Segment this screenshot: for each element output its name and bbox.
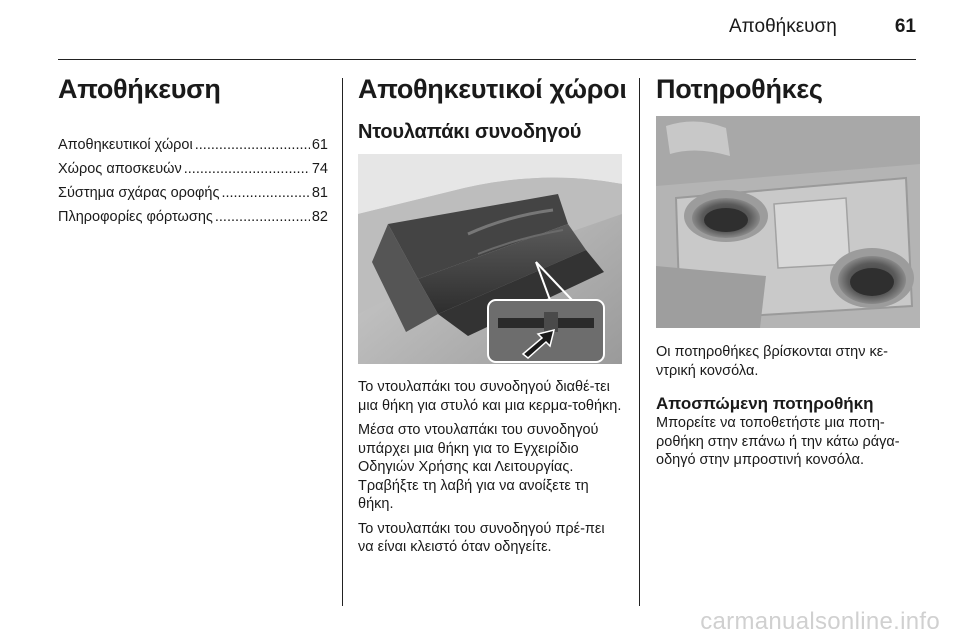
subsection-heading: Ντουλαπάκι συνοδηγού [358, 121, 582, 143]
toc-entry-page: 61 [311, 137, 328, 153]
toc-leader-dots [195, 133, 310, 157]
toc-entry-label: Πληροφορίες φόρτωσης [58, 209, 213, 225]
toc-leader-dots [184, 157, 310, 181]
section-heading: Ποτηροθήκες [656, 74, 823, 104]
toc-entry[interactable] [58, 133, 328, 157]
toc-entry-page: 81 [311, 185, 328, 201]
section-heading: Αποθηκευτικοί χώροι [358, 74, 627, 104]
toc-entry-label: Χώρος αποσκευών [58, 161, 182, 177]
cupholders-illustration [656, 116, 920, 328]
removable-cupholder-paragraph: Μπορείτε να τοποθετήστε μια ποτη-ροθήκη στην επάνω ή την κάτω ράγα-οδηγό στην μπροστινή κονσόλα. [656, 415, 900, 468]
glovebox-paragraph-1: Το ντουλαπάκι του συνοδηγού διαθέ-τει μια θήκη για στυλό και μια κερμα-τοθήκη. [358, 379, 622, 414]
storage-section-column [358, 74, 627, 563]
toc-leader-dots [215, 205, 310, 229]
glovebox-illustration [358, 154, 622, 364]
subsection-heading: Αποσπώμενη ποτηροθήκη [656, 394, 874, 413]
toc-entry-label: Αποθηκευτικοί χώροι [58, 137, 193, 153]
watermark-text: carmanualsonline.info [700, 608, 940, 635]
toc-entry-page: 74 [311, 161, 328, 177]
page-number: 61 [894, 16, 916, 37]
column-divider-2 [639, 78, 640, 606]
toc-entry-page: 82 [311, 209, 328, 225]
chapter-toc-column [58, 74, 328, 229]
toc-entry[interactable] [58, 181, 328, 205]
glovebox-paragraph-2: Μέσα στο ντουλαπάκι του συνοδηγού υπάρχει μια θήκη για το Εγχειρίδιο Οδηγιών Χρήσης και Λειτουργίας. Τραβήξτε τη λαβή για να ανοίξετε τη θήκη. [358, 422, 599, 512]
page-header [729, 16, 916, 46]
toc-leader-dots [221, 181, 309, 205]
cupholders-paragraph: Οι ποτηροθήκες βρίσκονται στην κε-ντρική κονσόλα. [656, 344, 889, 379]
cupholders-column [656, 74, 920, 476]
column-divider-1 [342, 78, 343, 606]
header-rule [58, 59, 916, 60]
toc-entry[interactable] [58, 205, 328, 229]
glovebox-paragraph-3: Το ντουλαπάκι του συνοδηγού πρέ-πει να είναι κλειστό όταν οδηγείτε. [358, 520, 605, 555]
chapter-title: Αποθήκευση [58, 74, 221, 104]
running-header-title: Αποθήκευση [728, 16, 837, 37]
toc-entry-label: Σύστημα σχάρας οροφής [58, 185, 220, 201]
toc-entry[interactable] [58, 157, 328, 181]
